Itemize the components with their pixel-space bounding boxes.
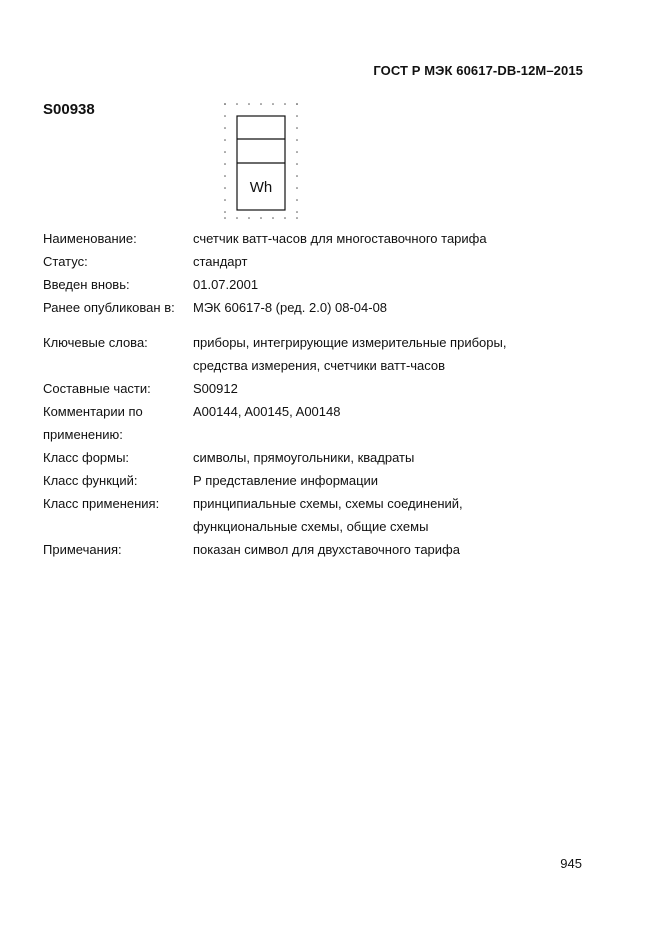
property-value bbox=[193, 296, 583, 319]
property-label bbox=[43, 377, 193, 400]
property-row bbox=[43, 492, 583, 538]
grid-dot bbox=[224, 103, 226, 105]
wh-meter-symbol bbox=[220, 99, 304, 223]
property-value-line: S00912 bbox=[193, 381, 238, 396]
property-label bbox=[43, 469, 193, 492]
grid-dot bbox=[296, 163, 298, 165]
property-value-line: приборы, интегрирующие измерительные приборы, bbox=[193, 335, 507, 350]
property-label bbox=[43, 273, 193, 296]
property-value bbox=[193, 446, 583, 469]
property-label bbox=[43, 250, 193, 273]
property-label-line: Комментарии по bbox=[43, 404, 143, 419]
grid-dot bbox=[260, 217, 262, 219]
grid-dot bbox=[224, 175, 226, 177]
property-value-line: символы, прямоугольники, квадраты bbox=[193, 450, 415, 465]
property-label-line: Статус: bbox=[43, 254, 88, 269]
property-value-line: принципиальные схемы, схемы соединений, bbox=[193, 496, 463, 511]
grid-dot bbox=[224, 127, 226, 129]
grid-dot bbox=[284, 103, 286, 105]
property-value bbox=[193, 538, 583, 561]
property-value bbox=[193, 469, 583, 492]
property-value-line: показан символ для двухставочного тарифа bbox=[193, 542, 460, 557]
property-value-line: функциональные схемы, общие схемы bbox=[193, 519, 429, 534]
property-label-line: Ключевые слова: bbox=[43, 335, 148, 350]
property-label-line: Составные части: bbox=[43, 381, 151, 396]
grid-dot bbox=[296, 187, 298, 189]
property-row bbox=[43, 273, 583, 296]
page-number: 945 bbox=[560, 856, 582, 871]
property-label bbox=[43, 296, 193, 319]
grid-dot bbox=[224, 151, 226, 153]
property-value-line: счетчик ватт-часов для многоставочного тарифа bbox=[193, 231, 487, 246]
property-row bbox=[43, 469, 583, 492]
property-value-line: стандарт bbox=[193, 254, 248, 269]
property-label bbox=[43, 492, 193, 538]
grid-dot bbox=[284, 217, 286, 219]
property-label-line: Примечания: bbox=[43, 542, 122, 557]
grid-dot bbox=[272, 217, 274, 219]
property-value bbox=[193, 250, 583, 273]
grid-dot bbox=[296, 151, 298, 153]
property-row bbox=[43, 250, 583, 273]
property-row bbox=[43, 377, 583, 400]
grid-dot bbox=[296, 199, 298, 201]
property-label-line: Класс применения: bbox=[43, 496, 160, 511]
grid-dot bbox=[296, 217, 298, 219]
property-label bbox=[43, 227, 193, 250]
grid-dot bbox=[296, 115, 298, 117]
property-value-line: Р представление информации bbox=[193, 473, 379, 488]
property-label bbox=[43, 538, 193, 561]
property-row bbox=[43, 400, 583, 446]
property-value-line: A00144, A00145, A00148 bbox=[193, 404, 341, 419]
property-value-line: МЭК 60617-8 (ред. 2.0) 08-04-08 bbox=[193, 300, 388, 315]
grid-dot bbox=[260, 103, 262, 105]
property-value bbox=[193, 331, 583, 377]
property-label bbox=[43, 400, 193, 446]
property-row bbox=[43, 296, 583, 319]
grid-dot bbox=[248, 103, 250, 105]
grid-dot bbox=[236, 103, 238, 105]
grid-dot bbox=[224, 139, 226, 141]
property-value-line: средства измерения, счетчики ватт-часов bbox=[193, 358, 446, 373]
property-row bbox=[43, 227, 583, 250]
property-value bbox=[193, 273, 583, 296]
property-value bbox=[193, 377, 583, 400]
property-row bbox=[43, 446, 583, 469]
property-label bbox=[43, 446, 193, 469]
property-label-line: Введен вновь: bbox=[43, 277, 130, 292]
grid-dot bbox=[296, 175, 298, 177]
property-label-line: применению: bbox=[43, 427, 123, 442]
grid-dot bbox=[224, 211, 226, 213]
property-label-line: Наименование: bbox=[43, 231, 137, 246]
grid-dot bbox=[224, 199, 226, 201]
grid-dot bbox=[296, 211, 298, 213]
grid-dot bbox=[296, 139, 298, 141]
grid-dot bbox=[224, 163, 226, 165]
grid-dot bbox=[296, 103, 298, 105]
property-value bbox=[193, 400, 583, 446]
property-row bbox=[43, 538, 583, 561]
grid-dot bbox=[248, 217, 250, 219]
property-value bbox=[193, 227, 583, 250]
property-value-line: 01.07.2001 bbox=[193, 277, 259, 292]
property-label-line: Класс функций: bbox=[43, 473, 138, 488]
properties-list bbox=[43, 227, 583, 561]
grid-dot bbox=[224, 187, 226, 189]
document-header: ГОСТ Р МЭК 60617-DB-12М–2015 bbox=[373, 63, 583, 78]
grid-dot bbox=[296, 127, 298, 129]
property-label-line: Класс формы: bbox=[43, 450, 130, 465]
grid-dot bbox=[224, 115, 226, 117]
property-row bbox=[43, 331, 583, 377]
symbol-code: S00938 bbox=[43, 101, 95, 118]
grid-dot bbox=[224, 217, 226, 219]
property-value bbox=[193, 492, 583, 538]
symbol-label: Wh bbox=[249, 179, 273, 196]
property-label-line: Ранее опубликован в: bbox=[43, 300, 175, 315]
grid-dot bbox=[236, 217, 238, 219]
grid-dot bbox=[272, 103, 274, 105]
property-label bbox=[43, 331, 193, 377]
